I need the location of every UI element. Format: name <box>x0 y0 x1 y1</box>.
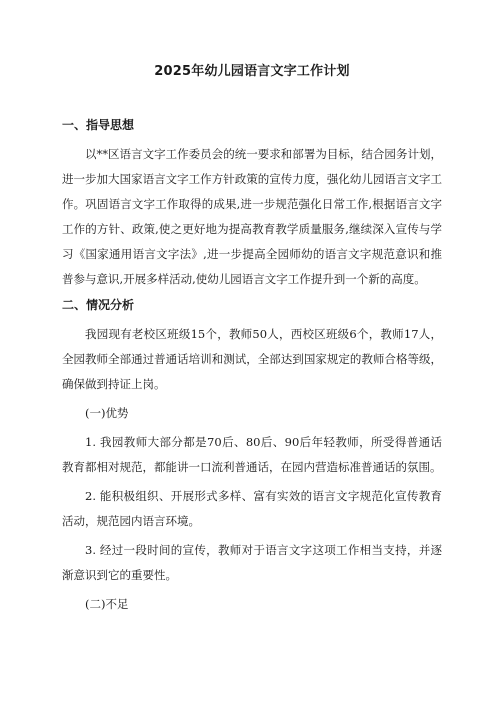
section-heading-situation-analysis: 二、情况分析 <box>62 298 135 312</box>
paragraph-guiding-ideology: 以**区语言文字工作委员会的统一要求和部署为目标，结合园务计划，进一步加大国家语言文字工作方针政策的宣传力度，强化幼儿园语言文字工作。巩固语言文字工作取得的成果,进一步规范强化日常工作,根据语言文字工作的方针、政策,使之更好地为提高教育教学质量服务,继续深入宣传与学习《国家通用语言文字法》,进一步提高全园师幼的语言文字规范意识和推普参与意识,开展多样活动,使幼儿园语言文字工作提升到一个新的高度。 <box>62 147 442 286</box>
advantage-item-3: 3. 经过一段时间的宣传，教师对于语言文字这项工作相当支持，并逐渐意识到它的重要性。 <box>62 543 442 582</box>
advantage-item-1: 1. 我园教师大部分都是70后、80后、90后年轻教师，所受得普通话教育都相对规范，都能讲一口流利普通话，在园内营造标准普通话的氛围。 <box>62 435 442 474</box>
paragraph-situation-analysis: 我园现有老校区班级15个，教师50人，西校区班级6个，教师17人，全园教师全部通过普通话培训和测试，全部达到国家规定的教师合格等级，确保做到持证上岗。 <box>62 327 442 391</box>
advantage-item-2: 2. 能积极组织、开展形式多样、富有实效的语言文字规范化宣传教育活动，规范园内语言环境。 <box>62 489 442 528</box>
subsection-label-advantages: (一)优势 <box>85 406 129 420</box>
section-heading-guiding-ideology: 一、指导思想 <box>62 118 135 132</box>
subsection-label-shortcomings: (二)不足 <box>85 597 129 611</box>
document-title: 2025年幼儿园语言文字工作计划 <box>154 64 350 79</box>
